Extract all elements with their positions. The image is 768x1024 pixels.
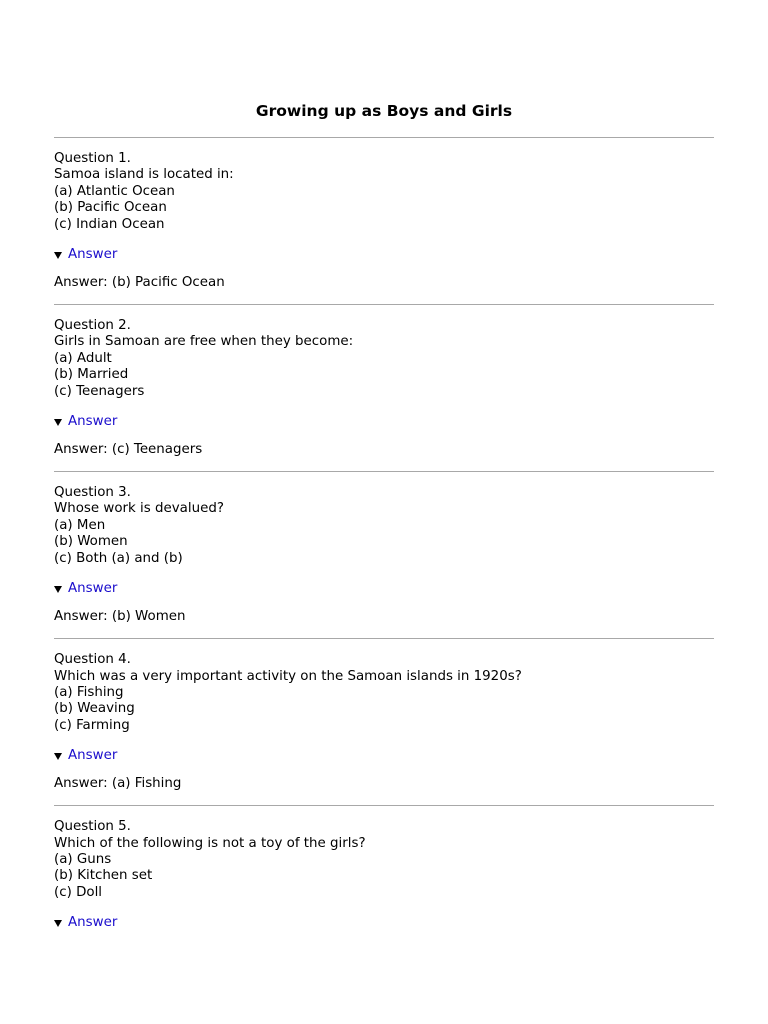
question-number: Question 1. bbox=[54, 151, 131, 166]
option-c: (c) Farming bbox=[54, 717, 130, 733]
answer-toggle[interactable] bbox=[54, 747, 714, 764]
question-number: Question 2. bbox=[54, 318, 131, 334]
disclosure-triangle-icon bbox=[54, 419, 62, 426]
answer-toggle-label: Answer bbox=[68, 247, 118, 263]
page-title: Growing up as Boys and Girls bbox=[255, 102, 513, 120]
option-c: (c) Doll bbox=[54, 884, 103, 900]
disclosure-triangle-icon bbox=[54, 252, 62, 259]
answer-text: Answer: (b) Pacific Ocean bbox=[54, 275, 225, 291]
question-number: Question 5. bbox=[54, 819, 131, 835]
option-a: (a) Guns bbox=[54, 851, 112, 867]
option-c: (c) Indian Ocean bbox=[54, 216, 165, 232]
option-a: (a) Fishing bbox=[54, 684, 124, 700]
question-block-4 bbox=[54, 639, 714, 806]
question-text: Which was a very important activity on the Samoan islands in 1920s? bbox=[54, 668, 522, 684]
question-block-2 bbox=[54, 305, 714, 472]
question-text: Girls in Samoan are free when they become: bbox=[54, 334, 354, 350]
question-text: Samoa island is located in: bbox=[54, 167, 234, 183]
disclosure-triangle-icon bbox=[54, 920, 62, 927]
option-c: (c) Teenagers bbox=[54, 383, 145, 399]
question-text: Whose work is devalued? bbox=[54, 501, 224, 517]
disclosure-triangle-icon bbox=[54, 753, 62, 760]
question-block-3 bbox=[54, 472, 714, 639]
answer-toggle-label: Answer bbox=[68, 581, 118, 597]
option-a: (a) Atlantic Ocean bbox=[54, 183, 175, 199]
document-page bbox=[54, 101, 714, 931]
answer-toggle[interactable] bbox=[54, 580, 714, 597]
question-block-1 bbox=[54, 138, 714, 305]
question-text: Which of the following is not a toy of the girls? bbox=[54, 835, 366, 851]
question-number: Question 4. bbox=[54, 652, 131, 668]
option-b: (b) Weaving bbox=[54, 701, 135, 717]
option-b: (b) Women bbox=[54, 534, 128, 550]
option-b: (b) Kitchen set bbox=[54, 868, 153, 884]
option-b: (b) Married bbox=[54, 367, 129, 383]
answer-toggle[interactable] bbox=[54, 914, 714, 931]
answer-toggle-label: Answer bbox=[68, 748, 118, 764]
option-a: (a) Men bbox=[54, 517, 106, 533]
option-a: (a) Adult bbox=[54, 350, 112, 366]
question-block-5 bbox=[54, 806, 714, 931]
answer-text: Answer: (a) Fishing bbox=[54, 776, 182, 792]
answer-toggle[interactable] bbox=[54, 246, 714, 263]
answer-toggle-label: Answer bbox=[68, 915, 118, 931]
answer-text: Answer: (b) Women bbox=[54, 609, 186, 625]
question-number: Question 3. bbox=[54, 485, 131, 501]
answer-toggle[interactable] bbox=[54, 413, 714, 430]
disclosure-triangle-icon bbox=[54, 586, 62, 593]
option-b: (b) Pacific Ocean bbox=[54, 200, 167, 216]
answer-text: Answer: (c) Teenagers bbox=[54, 442, 203, 458]
answer-toggle-label: Answer bbox=[68, 414, 118, 430]
option-c: (c) Both (a) and (b) bbox=[54, 550, 183, 566]
